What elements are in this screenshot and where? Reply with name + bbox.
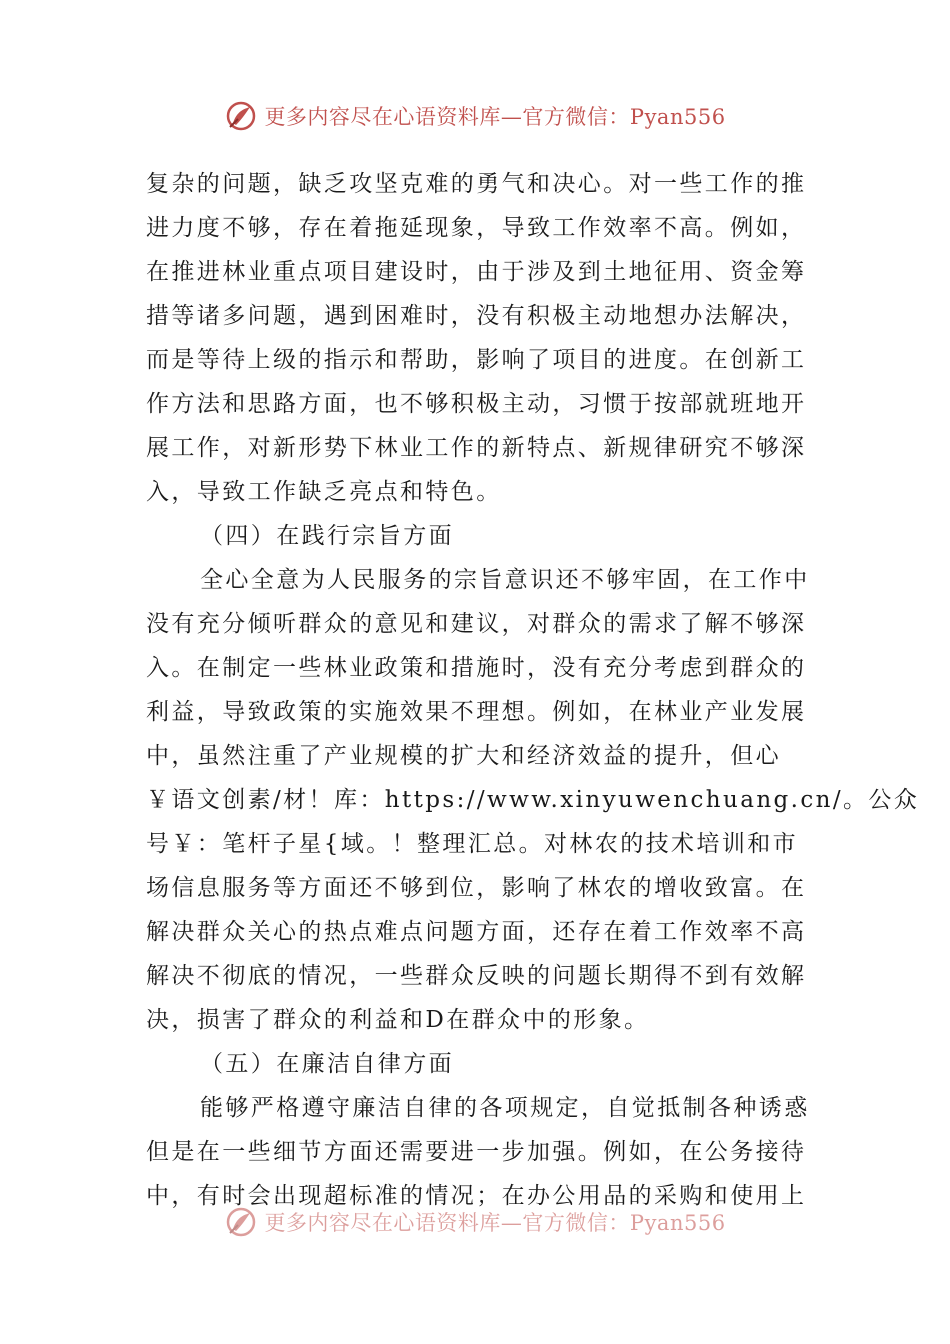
text-line: 进力度不够，存在着拖延现象，导致工作效率不高。例如， bbox=[146, 215, 807, 241]
text-line: 没有充分倾听群众的意见和建议，对群众的需求了解不够深 bbox=[146, 611, 807, 637]
text-line: 中，有时会出现超标准的情况；在办公用品的采购和使用上 bbox=[146, 1183, 807, 1209]
text-line: ￥语文创素/材！库：https://www.xinyuwenchuang.cn/。公众 bbox=[146, 787, 920, 813]
text-line: 全心全意为人民服务的宗旨意识还不够牢固，在工作中 bbox=[200, 567, 810, 593]
text-line: 入。在制定一些林业政策和措施时，没有充分考虑到群众的 bbox=[146, 655, 807, 681]
text-line: 解决群众关心的热点难点问题方面，还存在着工作效率不高 bbox=[146, 919, 807, 945]
text-line: 在推进林业重点项目建设时，由于涉及到土地征用、资金筹 bbox=[146, 259, 807, 285]
footer-watermark-text: 更多内容尽在心语资料库—官方微信：Pyan556 bbox=[264, 1211, 726, 1235]
text-line: 能够严格遵守廉洁自律的各项规定，自觉抵制各种诱惑 bbox=[200, 1095, 810, 1121]
text-line: 利益，导致政策的实施效果不理想。例如，在林业产业发展 bbox=[146, 699, 807, 725]
header-watermark-text: 更多内容尽在心语资料库—官方微信：Pyan556 bbox=[264, 105, 726, 129]
text-line: 作方法和思路方面，也不够积极主动，习惯于按部就班地开 bbox=[146, 391, 807, 417]
section-heading: （五）在廉洁自律方面 bbox=[200, 1051, 454, 1077]
footer-watermark bbox=[0, 1204, 950, 1240]
text-line: 入，导致工作缺乏亮点和特色。 bbox=[146, 479, 502, 505]
text-line: 复杂的问题，缺乏攻坚克难的勇气和决心。对一些工作的推 bbox=[146, 171, 807, 197]
text-line: 而是等待上级的指示和帮助，影响了项目的进度。在创新工 bbox=[146, 347, 807, 373]
text-line: 场信息服务等方面还不够到位，影响了林农的增收致富。在 bbox=[146, 875, 807, 901]
text-line: 但是在一些细节方面还需要进一步加强。例如，在公务接待 bbox=[146, 1139, 807, 1165]
text-line: 展工作，对新形势下林业工作的新特点、新规律研究不够深 bbox=[146, 435, 807, 461]
section-heading: （四）在践行宗旨方面 bbox=[200, 523, 454, 549]
text-line: 号￥：笔杆子星{域。！整理汇总。对林农的技术培训和市 bbox=[146, 831, 799, 857]
xinyu-logo-icon bbox=[224, 99, 258, 133]
text-line: 中，虽然注重了产业规模的扩大和经济效益的提升，但心 bbox=[146, 743, 781, 769]
text-line: 决，损害了群众的利益和D在群众中的形象。 bbox=[146, 1007, 650, 1033]
text-line: 措等诸多问题，遇到困难时，没有积极主动地想办法解决， bbox=[146, 303, 807, 329]
body-text bbox=[146, 162, 920, 1218]
text-line: 解决不彻底的情况，一些群众反映的问题长期得不到有效解 bbox=[146, 963, 807, 989]
header-watermark bbox=[0, 96, 950, 136]
xinyu-logo-icon bbox=[224, 1205, 258, 1239]
